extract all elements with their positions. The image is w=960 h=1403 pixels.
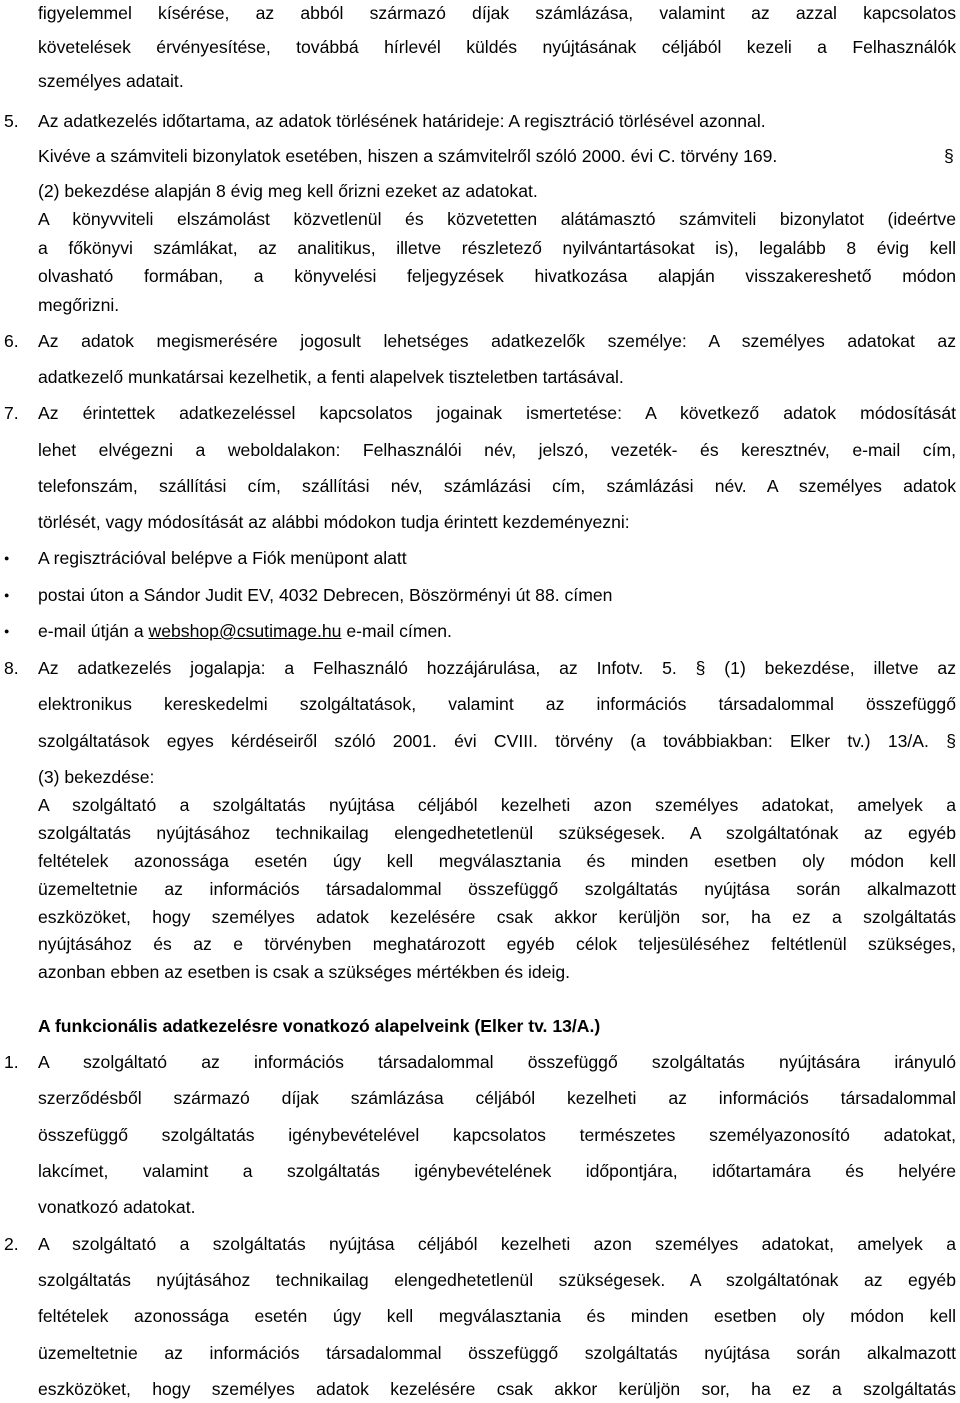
text-line: a főkönyvi számlákat, az analitikus, illetve részletező nyilvántartásokat is), legalább 8 évig kell xyxy=(38,238,956,258)
text-line: feltételek azonossága esetén úgy kell megválasztania és minden esetben oly módon kell xyxy=(38,851,956,871)
text-line: A könyvviteli elszámolást közvetlenül és közvetetten alátámasztó számviteli bizonylatot (ideértve xyxy=(38,209,956,229)
text-line: Az adatkezelés időtartama, az adatok törlésének határideje: A regisztráció törlésével azonnal. xyxy=(38,111,766,131)
text-line: vonatkozó adatokat. xyxy=(38,1197,196,1217)
item-number-5: 5. xyxy=(4,111,19,131)
text-line: nyújtásához és az e törvényben meghatározott egyéb célok teljesüléséhez feltétlenül szükséges, xyxy=(38,934,956,954)
text-line: eszközöket, hogy személyes adatok kezelésére csak akkor kerüljön sor, ha ez a szolgáltatás xyxy=(38,1379,956,1399)
text-line: üzemeltetnie az információs társadalommal összefüggő szolgáltatás nyújtása során alkalmazott xyxy=(38,1343,956,1363)
text-line: megőrizni. xyxy=(38,295,120,315)
bullet: ● xyxy=(4,626,10,636)
text-line: adatkezelő munkatársai kezelhetik, a fenti alapelvek tiszteletben tartásával. xyxy=(38,367,624,387)
text-line: elektronikus kereskedelmi szolgáltatások, valamint az információs társadalommal összefüggő xyxy=(38,694,956,714)
text-line: követelések érvényesítése, továbbá hírlevél küldés nyújtásának céljából kezeli a Felhasználók xyxy=(38,37,956,57)
section-mark: § xyxy=(944,146,954,166)
text-line: telefonszám, szállítási cím, szállítási név, számlázási cím, számlázási név. A személyes adatok xyxy=(38,476,956,496)
item-number-2: 2. xyxy=(4,1234,19,1254)
text-line: (3) bekezdése: xyxy=(38,767,155,787)
text-line: Az adatkezelés jogalapja: a Felhasználó hozzájárulása, az Infotv. 5. § (1) bekezdése, illetve az xyxy=(38,658,956,678)
text-line: üzemeltetnie az információs társadalommal összefüggő szolgáltatás nyújtása során alkalmazott xyxy=(38,879,956,899)
email-line xyxy=(38,620,452,642)
text-line: szolgáltatások egyes kérdéseiről szóló 2001. évi CVIII. törvény (a továbbiakban: Elker tv.) 13/A. § xyxy=(38,731,956,751)
email-link[interactable]: webshop@csutimage.hu xyxy=(148,621,342,641)
text-line: figyelemmel kísérése, az abból származó díjak számlázása, valamint az azzal kapcsolatos xyxy=(38,3,956,23)
text-line: (2) bekezdése alapján 8 évig meg kell őrizni ezeket az adatokat. xyxy=(38,181,538,201)
bullet: ● xyxy=(4,553,10,563)
email-suffix: e-mail címen. xyxy=(341,621,452,641)
text-line: lehet elvégezni a weboldalakon: Felhasználói név, jelszó, vezeték- és keresztnév, e-mail cím, xyxy=(38,440,956,460)
text-line: lakcímet, valamint a szolgáltatás igénybevételének időpontjára, időtartamára és helyére xyxy=(38,1161,956,1181)
text-line: szerződésből származó díjak számlázása céljából kezelheti az információs társadalommal xyxy=(38,1088,956,1108)
text-line: feltételek azonossága esetén úgy kell megválasztania és minden esetben oly módon kell xyxy=(38,1306,956,1326)
text-line: A regisztrációval belépve a Fiók menüpont alatt xyxy=(38,548,407,568)
text-line: azonban ebben az esetben is csak a szükséges mértékben és ideig. xyxy=(38,962,571,982)
item-number-7: 7. xyxy=(4,403,19,423)
email-prefix: e-mail útján a xyxy=(38,621,149,641)
section-heading: A funkcionális adatkezelésre vonatkozó alapelveink (Elker tv. 13/A.) xyxy=(38,1016,601,1036)
text-line: olvasható formában, a könyvelési feljegyzések hivatkozása alapján visszakereshető módon xyxy=(38,266,956,286)
text-line: szolgáltatás nyújtásához technikailag elengedhetetlenül szükségesek. A szolgáltatónak az egyéb xyxy=(38,823,956,843)
text-line: postai úton a Sándor Judit EV, 4032 Debrecen, Böszörményi út 88. címen xyxy=(38,585,613,605)
text-line: személyes adatait. xyxy=(38,71,184,91)
item-number-8: 8. xyxy=(4,658,19,678)
text-line: Kivéve a számviteli bizonylatok esetében, hiszen a számvitelről szóló 2000. évi C. törvény 169. xyxy=(38,146,778,166)
item-number-6: 6. xyxy=(4,331,19,351)
text-line: Az érintettek adatkezeléssel kapcsolatos jogainak ismertetése: A következő adatok módosítását xyxy=(38,403,956,423)
text-line: Az adatok megismerésére jogosult lehetséges adatkezelők személye: A személyes adatokat az xyxy=(38,331,956,351)
item-number-1: 1. xyxy=(4,1052,19,1072)
text-line: A szolgáltató a szolgáltatás nyújtása céljából kezelheti azon személyes adatokat, amelyek a xyxy=(38,795,956,815)
text-line: eszközöket, hogy személyes adatok kezelésére csak akkor kerüljön sor, ha ez a szolgáltatás xyxy=(38,907,956,927)
text-line: összefüggő szolgáltatás igénybevételével kapcsolatos természetes személyazonosító adatokat, xyxy=(38,1125,956,1145)
text-line: szolgáltatás nyújtásához technikailag elengedhetetlenül szükségesek. A szolgáltatónak az egyéb xyxy=(38,1270,956,1290)
text-line: A szolgáltató az információs társadalommal összefüggő szolgáltatás nyújtására irányuló xyxy=(38,1052,956,1072)
bullet: ● xyxy=(4,590,10,600)
text-line: törlését, vagy módosítását az alábbi módokon tudja érintett kezdeményezni: xyxy=(38,512,630,532)
text-line: A szolgáltató a szolgáltatás nyújtása céljából kezelheti azon személyes adatokat, amelyek a xyxy=(38,1234,956,1254)
